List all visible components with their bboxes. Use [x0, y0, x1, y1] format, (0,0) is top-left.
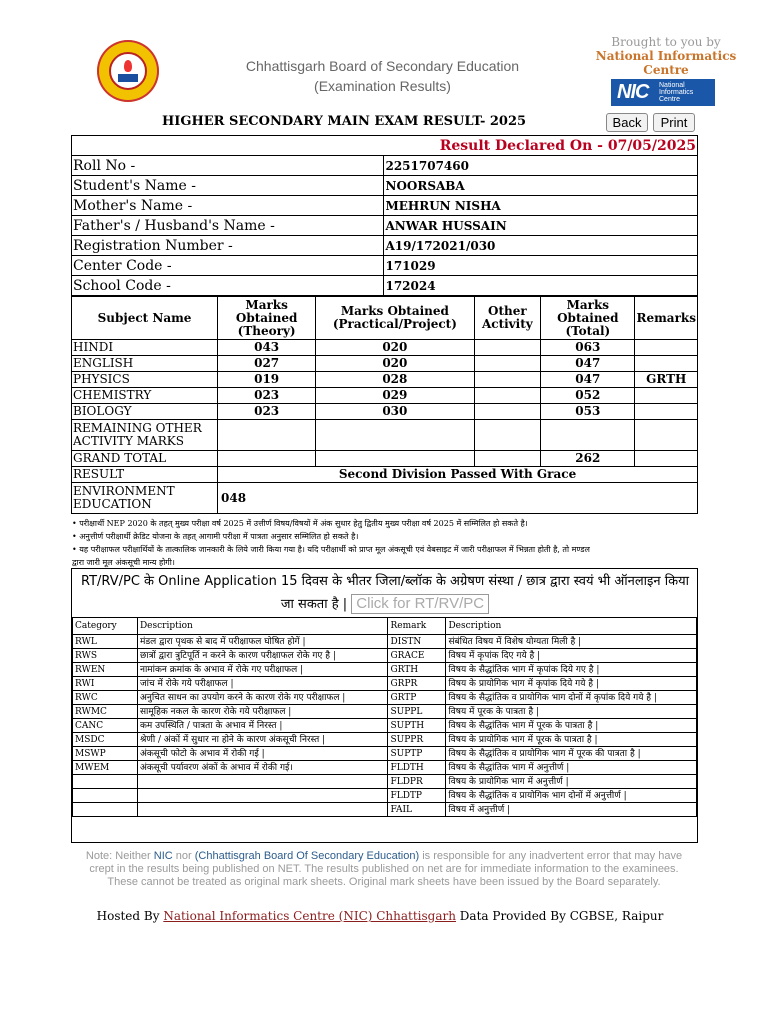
nic-link[interactable]: National Informatics Centre (NIC) Chhattisgarh — [163, 909, 456, 923]
info-row-school — [72, 276, 698, 296]
theory-marks: 027 — [218, 356, 316, 372]
other-marks — [474, 372, 541, 388]
remarks — [635, 340, 698, 356]
note-item: • यह परीक्षाफल परीक्षार्थियों के तात्कालिक जानकारी के लिये जारी किया गया है। यदि परीक्षार्थी को प्राप्त मूल अंकसूची एवं वेबसाइट में जारी परीक्षाफल में भिन्नता होती है, तो मण्डल — [72, 545, 590, 554]
remark-code: FLDTP — [388, 789, 446, 803]
remark-code: SUPTP — [388, 747, 446, 761]
category-description: अनुचित साधन का उपयोग करने के कारण रोके गए परीक्षाफल | — [137, 691, 388, 705]
info-row-center — [72, 256, 698, 276]
disclaimer-nic: NIC — [153, 850, 173, 862]
codes-header-category: Category — [73, 618, 138, 635]
remark-description: विषय के सैद्धांतिक भाग में कृपांक दिये गए है | — [446, 663, 697, 677]
header-practical: Marks Obtained (Practical/Project) — [316, 297, 474, 340]
note-item: • परीक्षार्थी NEP 2020 के तहत् मुख्य परीक्षा वर्ष 2025 में उत्तीर्ण विषय/विषयों में अंक सुधार हेतु द्वितीय मुख्य परीक्षा वर्ष 2025 में सम्मिलित हो सकते है। — [72, 519, 528, 528]
practical-marks: 029 — [316, 388, 474, 404]
remark-code: FAIL — [388, 803, 446, 817]
table-row — [72, 372, 698, 388]
practical-marks: 028 — [316, 372, 474, 388]
remark-description: विषय के सैद्धांतिक व प्रायोगिक भाग दोनों में अनुत्तीर्ण | — [446, 789, 697, 803]
remark-description: विषय के सैद्धांतिक भाग में पूरक के पात्रता है | — [446, 719, 697, 733]
header-theory: Marks Obtained (Theory) — [218, 297, 316, 340]
result-value: Second Division Passed With Grace — [218, 467, 698, 483]
info-label: Father's / Husband's Name - — [72, 216, 384, 236]
remark-code: DISTN — [388, 635, 446, 649]
info-row-registration — [72, 236, 698, 256]
other-activity-row — [72, 420, 698, 451]
remarks — [635, 388, 698, 404]
rtrv-notice — [80, 570, 690, 616]
rtrv-link[interactable]: Click for RT/RV/PC — [351, 594, 489, 614]
print-button[interactable]: Print — [653, 113, 695, 132]
category-description: जांच में रोके गये परीक्षाफल | — [137, 677, 388, 691]
subject-name: BIOLOGY — [72, 404, 218, 420]
result-label: RESULT — [72, 467, 218, 483]
category-code: RWL — [73, 635, 138, 649]
environment-row — [72, 483, 698, 514]
marks-table — [71, 296, 698, 514]
category-description: कम उपस्थिति / पात्रता के अभाव में निरस्त | — [137, 719, 388, 733]
remark-description: विषय में अनुत्तीर्ण | — [446, 803, 697, 817]
other-activity-label: REMAINING OTHER ACTIVITY MARKS — [72, 420, 218, 451]
table-row — [73, 803, 697, 817]
category-code — [73, 803, 138, 817]
total-marks: 063 — [541, 340, 635, 356]
category-description: श्रेणी / अंकों में सुधार ना होने के कारण अंकसूची निरस्त | — [137, 733, 388, 747]
category-description: सामूहिक नकल के कारण रोके गये परीक्षाफल | — [137, 705, 388, 719]
practical-marks: 020 — [316, 356, 474, 372]
subject-name: HINDI — [72, 340, 218, 356]
table-row — [72, 388, 698, 404]
info-value: 2251707460 — [384, 156, 698, 176]
brought-by — [586, 35, 746, 77]
category-description: नामांकन क्रमांक के अभाव में रोके गए परीक्षाफल | — [137, 663, 388, 677]
category-description: छात्रों द्वारा त्रुटिपूर्ति न करने के कारण परीक्षाफल रोके गए है | — [137, 649, 388, 663]
table-row — [72, 356, 698, 372]
info-value: 172024 — [384, 276, 698, 296]
remarks: GRTH — [635, 372, 698, 388]
header-remarks: Remarks — [635, 297, 698, 340]
codes-table — [72, 617, 697, 817]
remark-description: संबंधित विषय में विशेष योग्यता मिली है | — [446, 635, 697, 649]
info-label: School Code - — [72, 276, 384, 296]
header-total: Marks Obtained (Total) — [541, 297, 635, 340]
subject-name: PHYSICS — [72, 372, 218, 388]
remarks — [635, 356, 698, 372]
category-code — [73, 775, 138, 789]
board-name: Chhattisgarh Board of Secondary Education — [245, 58, 520, 74]
footer-provided: Data Provided By CGBSE, Raipur — [455, 909, 664, 923]
remark-description: विषय के प्रायोगिक भाग में कृपांक दिये गये है | — [446, 677, 697, 691]
nic-name: National Informatics Centre — [595, 49, 737, 77]
info-row-mother — [72, 196, 698, 216]
info-label: Registration Number - — [72, 236, 384, 256]
codes-header-description: Description — [446, 618, 697, 635]
total-marks: 052 — [541, 388, 635, 404]
subject-name: CHEMISTRY — [72, 388, 218, 404]
rtrv-text: RT/RV/PC के Online Application 15 दिवस के भीतर जिला/ब्लॉक के अग्रेषण संस्था / छात्र द्वारा स्वयं भी ऑनलाइन किया जा सकता है | — [80, 574, 689, 612]
subject-name: ENGLISH — [72, 356, 218, 372]
remark-code: SUPPR — [388, 733, 446, 747]
remark-description: विषय के प्रायोगिक भाग में पूरक के पात्रता है | — [446, 733, 697, 747]
other-marks — [474, 388, 541, 404]
category-description — [137, 789, 388, 803]
table-row — [73, 649, 697, 663]
practical-marks: 030 — [316, 404, 474, 420]
nic-logo[interactable] — [611, 79, 715, 106]
category-code — [73, 789, 138, 803]
total-marks: 047 — [541, 356, 635, 372]
remark-code: GRTP — [388, 691, 446, 705]
info-row-student — [72, 176, 698, 196]
info-value: A19/172021/030 — [384, 236, 698, 256]
header-other: Other Activity — [474, 297, 541, 340]
category-code: RWEN — [73, 663, 138, 677]
info-label: Center Code - — [72, 256, 384, 276]
codes-header-row — [73, 618, 697, 635]
table-row — [73, 635, 697, 649]
category-code: RWC — [73, 691, 138, 705]
table-row — [72, 404, 698, 420]
codes-header-description: Description — [137, 618, 388, 635]
disclaimer-part: nor — [172, 850, 195, 862]
back-button[interactable]: Back — [606, 113, 648, 132]
remark-description: विषय में पूरक के पात्रता है | — [446, 705, 697, 719]
board-title — [195, 56, 570, 96]
remark-description: विषय में कृपांक दिए गये है | — [446, 649, 697, 663]
other-marks — [474, 340, 541, 356]
table-row — [73, 775, 697, 789]
footer — [80, 909, 680, 923]
remark-code: GRTH — [388, 663, 446, 677]
note-item: • अनुत्तीर्ण परीक्षार्थी क्रेडिट योजना के तहत् आगामी परीक्षा में पात्रता अनुसार सम्मिलित हो सकते है। — [72, 532, 359, 541]
theory-marks: 043 — [218, 340, 316, 356]
info-value: 171029 — [384, 256, 698, 276]
info-value: MEHRUN NISHA — [384, 196, 698, 216]
theory-marks: 023 — [218, 404, 316, 420]
theory-marks: 019 — [218, 372, 316, 388]
table-row — [73, 691, 697, 705]
nic-logo-sub: National Informatics Centre — [659, 82, 694, 103]
total-marks: 053 — [541, 404, 635, 420]
note-item: द्वारा जारी मूल अंकसूची मान्य होगी। — [72, 558, 175, 567]
board-logo — [97, 40, 159, 102]
remark-code: FLDTH — [388, 761, 446, 775]
info-value: NOORSABA — [384, 176, 698, 196]
table-row — [73, 677, 697, 691]
remark-code: GRACE — [388, 649, 446, 663]
environment-label: ENVIRONMENT EDUCATION — [72, 483, 218, 514]
info-row-father — [72, 216, 698, 236]
category-description — [137, 775, 388, 789]
table-row — [73, 719, 697, 733]
remark-code: SUPTH — [388, 719, 446, 733]
remark-description: विषय के सैद्धांतिक व प्रायोगिक भाग में पूरक की पात्रता है | — [446, 747, 697, 761]
table-row — [72, 340, 698, 356]
remark-code: GRPR — [388, 677, 446, 691]
category-code: RWS — [73, 649, 138, 663]
table-row — [73, 663, 697, 677]
student-info-table — [71, 135, 698, 296]
remark-code: SUPPL — [388, 705, 446, 719]
info-value: ANWAR HUSSAIN — [384, 216, 698, 236]
category-code: CANC — [73, 719, 138, 733]
table-row — [73, 789, 697, 803]
disclaimer-board: (Chhattisgrah Board Of Secondary Education) — [194, 850, 420, 862]
board-subtitle: (Examination Results) — [314, 78, 451, 94]
practical-marks: 020 — [316, 340, 474, 356]
category-code: MSWP — [73, 747, 138, 761]
grand-total-label: GRAND TOTAL — [72, 451, 218, 467]
category-code: RWI — [73, 677, 138, 691]
header-subject: Subject Name — [72, 297, 218, 340]
info-row-roll — [72, 156, 698, 176]
table-row — [73, 705, 697, 719]
table-row — [73, 733, 697, 747]
grand-total-value: 262 — [541, 451, 635, 467]
category-description — [137, 803, 388, 817]
brought-by-text: Brought to you by — [611, 35, 721, 49]
marks-header-row — [72, 297, 698, 340]
nic-logo-text: NIC — [617, 81, 649, 103]
table-row — [73, 761, 697, 775]
table-row — [73, 747, 697, 761]
total-marks: 047 — [541, 372, 635, 388]
info-label: Mother's Name - — [72, 196, 384, 216]
category-description: अंकसूची पर्यावरण अंकों के अभाव में रोकी गई। — [137, 761, 388, 775]
info-label: Student's Name - — [72, 176, 384, 196]
category-description: मंडल द्वारा पृथक से बाद में परीक्षाफल घोषित होगें | — [137, 635, 388, 649]
other-marks — [474, 356, 541, 372]
category-code: MSDC — [73, 733, 138, 747]
codes-header-remark: Remark — [388, 618, 446, 635]
remarks — [635, 404, 698, 420]
grand-total-row — [72, 451, 698, 467]
environment-value: 048 — [218, 483, 698, 514]
category-description: अंकसूची फोटो के अभाव में रोकी गई | — [137, 747, 388, 761]
theory-marks: 023 — [218, 388, 316, 404]
disclaimer — [78, 850, 690, 889]
notes — [72, 517, 702, 569]
footer-hosted: Hosted By — [96, 909, 164, 923]
remark-description: विषय के प्रायोगिक भाग में अनुत्तीर्ण | — [446, 775, 697, 789]
result-row — [72, 467, 698, 483]
disclaimer-part: is responsible for any inadvertent error that may have crept in the results being published on NET. The results published on net are for immediate information to the examinees. These cannot be treated as original mark sheets. Original mark sheets have been issued by the Board separately. — [89, 850, 683, 888]
category-code: MWEM — [73, 761, 138, 775]
category-code: RWMC — [73, 705, 138, 719]
result-declared: Result Declared On - 07/05/2025 — [72, 136, 698, 156]
remark-description: विषय के सैद्धांतिक व प्रायोगिक भाग दोनों में कृपांक दिये गये है | — [446, 691, 697, 705]
info-label: Roll No - — [72, 156, 384, 176]
exam-title: HIGHER SECONDARY MAIN EXAM RESULT- 2025 — [162, 114, 527, 129]
other-marks — [474, 404, 541, 420]
remark-description: विषय के सैद्धांतिक भाग में अनुत्तीर्ण | — [446, 761, 697, 775]
remark-code: FLDPR — [388, 775, 446, 789]
disclaimer-part: Note: Neither — [85, 850, 154, 862]
